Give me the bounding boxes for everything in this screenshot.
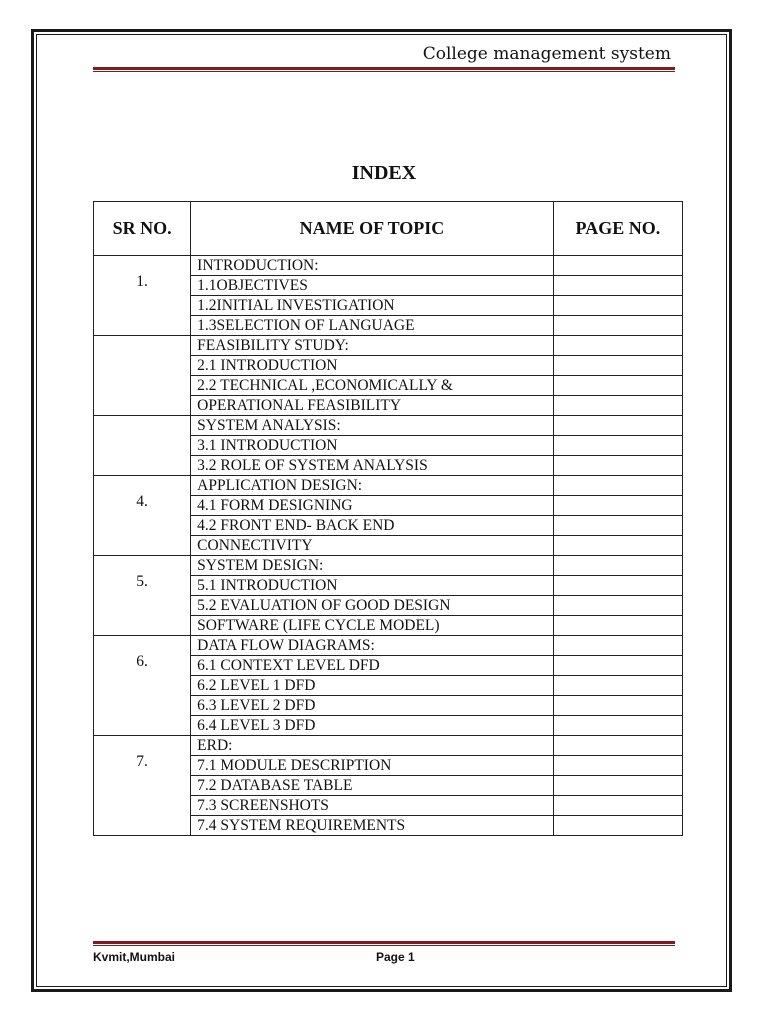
topic-cell: CONNECTIVITY [191,536,554,556]
topic-cell: 6.1 CONTEXT LEVEL DFD [191,656,554,676]
table-header-row [94,202,683,256]
page-no-cell [553,656,682,676]
sr-no-cell: 6. [94,636,191,736]
table-row [94,256,683,276]
index-table-body [94,256,683,836]
page-no-cell [553,716,682,736]
page-no-cell [553,436,682,456]
table-row [94,636,683,656]
page-no-cell [553,576,682,596]
topic-cell: 1.1OBJECTIVES [191,276,554,296]
topic-cell: 5.2 EVALUATION OF GOOD DESIGN [191,596,554,616]
header-sr-no: SR NO. [94,202,191,256]
table-row [94,556,683,576]
footer-page-number: Page 1 [376,950,415,964]
page-no-cell [553,276,682,296]
topic-cell: 7.3 SCREENSHOTS [191,796,554,816]
page-no-cell [553,376,682,396]
topic-cell: SOFTWARE (LIFE CYCLE MODEL) [191,616,554,636]
topic-cell: 6.2 LEVEL 1 DFD [191,676,554,696]
header-topic: NAME OF TOPIC [191,202,554,256]
topic-cell: 2.2 TECHNICAL ,ECONOMICALLY & [191,376,554,396]
page-no-cell [553,476,682,496]
topic-cell: 6.4 LEVEL 3 DFD [191,716,554,736]
page-no-cell [553,756,682,776]
topic-cell: SYSTEM DESIGN: [191,556,554,576]
page-no-cell [553,696,682,716]
page-no-cell [553,536,682,556]
topic-cell: OPERATIONAL FEASIBILITY [191,396,554,416]
page-no-cell [553,336,682,356]
page-no-cell [553,776,682,796]
page-no-cell [553,496,682,516]
footer-institution: Kvmit,Mumbai [93,950,176,964]
topic-cell: APPLICATION DESIGN: [191,476,554,496]
topic-cell: 1.3SELECTION OF LANGUAGE [191,316,554,336]
page-no-cell [553,816,682,836]
topic-cell: 3.1 INTRODUCTION [191,436,554,456]
page-no-cell [553,416,682,436]
page-no-cell [553,256,682,276]
page-no-cell [553,456,682,476]
header-title: College management system [422,44,671,64]
topic-cell: DATA FLOW DIAGRAMS: [191,636,554,656]
page-no-cell [553,636,682,656]
topic-cell: 6.3 LEVEL 2 DFD [191,696,554,716]
page-no-cell [553,616,682,636]
sr-no-cell [94,416,191,476]
page-no-cell [553,736,682,756]
page-no-cell [553,596,682,616]
sr-no-cell [94,336,191,416]
topic-cell: SYSTEM ANALYSIS: [191,416,554,436]
table-row [94,736,683,756]
topic-cell: 7.2 DATABASE TABLE [191,776,554,796]
topic-cell: 4.2 FRONT END- BACK END [191,516,554,536]
topic-cell: 1.2INITIAL INVESTIGATION [191,296,554,316]
index-title: INDEX [351,162,417,184]
table-row [94,416,683,436]
page-no-cell [553,796,682,816]
topic-cell: ERD: [191,736,554,756]
page-no-cell [553,356,682,376]
topic-cell: INTRODUCTION: [191,256,554,276]
topic-cell: 5.1 INTRODUCTION [191,576,554,596]
topic-cell: 2.1 INTRODUCTION [191,356,554,376]
index-table [93,201,683,836]
topic-cell: FEASIBILITY STUDY: [191,336,554,356]
page-no-cell [553,316,682,336]
page-no-cell [553,396,682,416]
topic-cell: 3.2 ROLE OF SYSTEM ANALYSIS [191,456,554,476]
sr-no-cell: 4. [94,476,191,556]
table-row [94,336,683,356]
header-rule [93,67,675,72]
header-page-no: PAGE NO. [553,202,682,256]
topic-cell: 7.4 SYSTEM REQUIREMENTS [191,816,554,836]
footer-rule [93,941,675,946]
sr-no-cell: 1. [94,256,191,336]
table-row [94,476,683,496]
topic-cell: 7.1 MODULE DESCRIPTION [191,756,554,776]
page-no-cell [553,296,682,316]
page-no-cell [553,556,682,576]
sr-no-cell: 7. [94,736,191,836]
page-no-cell [553,676,682,696]
page-no-cell [553,516,682,536]
topic-cell: 4.1 FORM DESIGNING [191,496,554,516]
sr-no-cell: 5. [94,556,191,636]
